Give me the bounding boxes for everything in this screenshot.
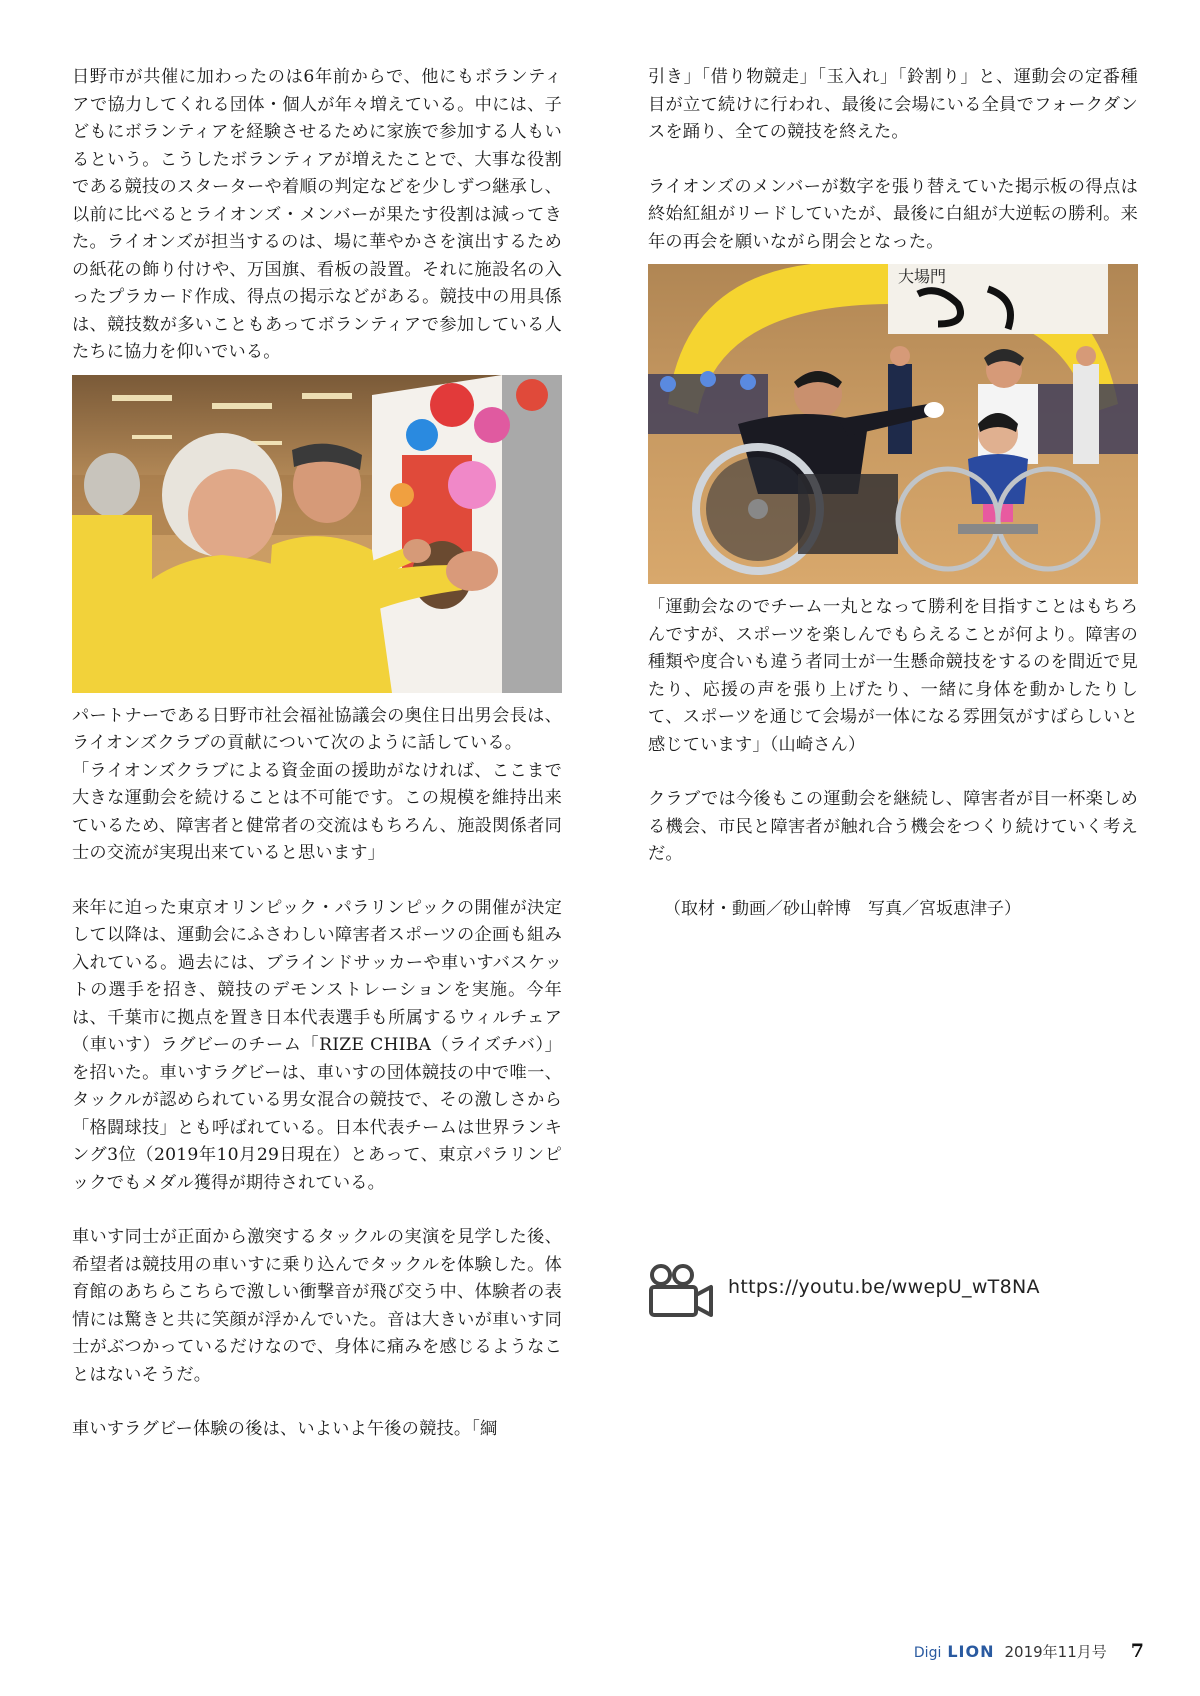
paragraph-events: 引き」「借り物競走」「玉入れ」「鈴割り」と、運動会の定番種目が立て続けに行われ、最後に会場にいる全員でフォークダンスを踊り、全ての競技を終えた。 bbox=[648, 67, 1138, 142]
photo-lions-members bbox=[72, 375, 562, 693]
paragraph-score: ライオンズのメンバーが数字を張り替えていた掲示板の得点は終始紅組がリードしていたが、最後に白組が大逆転の勝利。来年の再会を願いながら閉会となった。 bbox=[648, 176, 1138, 252]
lions-members-image bbox=[72, 375, 562, 693]
paragraph-future: クラブでは今後もこの運動会を継続し、障害者が目一杯楽しめる機会、市民と障害者が触れ合う機会をつくり続けていく考えだ。 bbox=[648, 789, 1138, 864]
photo-credit: （取材・動画／砂山幹博 写真／宮坂恵津子） bbox=[664, 898, 1021, 919]
right-column bbox=[648, 64, 1138, 923]
video-link[interactable] bbox=[648, 1262, 1138, 1322]
footer-brand-digi: Digi bbox=[913, 1645, 942, 1661]
video-url[interactable]: https://youtu.be/wwepU_wT8NA bbox=[728, 1276, 1040, 1298]
paragraph-paralympics: 来年に迫った東京オリンピック・パラリンピックの開催が決定して以降は、運動会にふさわしい障害者スポーツの企画も組み入れている。過去には、ブラインドサッカーや車いすバスケットの選手を招き、競技のデモンストレーションを実施。今年は、千葉市に拠点を置き日本代表選手も所属するウィルチェア（車いす）ラグビーのチーム「RIZE CHIBA（ライズチバ）」を招いた。車いすラグビーは、車いすの団体競技の中で唯一、タックルが認められている男女混合の競技で、その激しさから「格闘球技」とも呼ばれている。日本代表チームは世界ランキング3位（2019年10月29日現在）とあって、東京パラリンピックでもメダル獲得が期待されている。 bbox=[72, 897, 562, 1193]
paragraph-volunteers: 日野市が共催に加わったのは6年前からで、他にもボランティアで協力してくれる団体・個人が年々増えている。中には、子どもにボランティアを経験させるために家族で参加する人もいるという。こうしたボランティアが増えたことで、大事な役割である競技のスターターや着順の判定などを少しずつ継承し、以前に比べるとライオンズ・メンバーが果たす役割は減ってきた。ライオンズが担当するのは、場に華やかさを演出するための紙花の飾り付けや、万国旗、看板の設置。それに施設名の入ったプラカード作成、得点の掲示などがある。競技中の用具係は、競技数が多いこともあってボランティアで参加している人たちに協力を仰いでいる。 bbox=[72, 67, 562, 362]
video-camera-icon bbox=[648, 1262, 714, 1320]
photo-wheelchair-rugby bbox=[648, 264, 1138, 584]
wheelchair-rugby-image bbox=[648, 264, 1138, 584]
left-column bbox=[72, 64, 562, 1444]
paragraph-yamazaki-quote: 「運動会なのでチーム一丸となって勝利を目指すことはもちろんですが、スポーツを楽しんでもらえることが何より。障害の種類や度合いも違う者同士が一生懸命競技をするのを間近で見たり、応援の声を張り上げたり、一緒に身体を動かしたりして、スポーツを通じて会場が一体になる雰囲気がすばらしいと感じています」（山崎さん） bbox=[648, 597, 1138, 755]
page-number: 7 bbox=[1130, 1640, 1144, 1662]
page-footer bbox=[914, 1640, 1144, 1666]
footer-brand-lion: LION bbox=[947, 1642, 995, 1661]
paragraph-partner-quote: パートナーである日野市社会福祉協議会の奥住日出男会長は、ライオンズクラブの貢献について次のように話している。 「ライオンズクラブによる資金面の援助がなければ、ここまで大きな運動会を続けることは不可能です。この規模を維持出来ているため、障害者と健常者の交流はもちろん、施設関係者同士の交流が実現出来ていると思います」 bbox=[72, 705, 562, 863]
paragraph-afternoon: 車いすラグビー体験の後は、いよいよ午後の競技。「綱 bbox=[72, 1419, 498, 1439]
footer-issue: 2019年11月号 bbox=[1004, 1643, 1107, 1661]
paragraph-tackle-experience: 車いす同士が正面から激突するタックルの実演を見学した後、希望者は競技用の車いすに乗り込んでタックルを体験した。体育館のあちらこちらで激しい衝撃音が飛び交う中、体験者の表情には驚きと共に笑顔が浮かんでいた。音は大きいが車いす同士がぶつかっているだけなので、身体に痛みを感じるようなことはないそうだ。 bbox=[72, 1227, 562, 1385]
banner-text: 大場門 bbox=[898, 267, 947, 286]
